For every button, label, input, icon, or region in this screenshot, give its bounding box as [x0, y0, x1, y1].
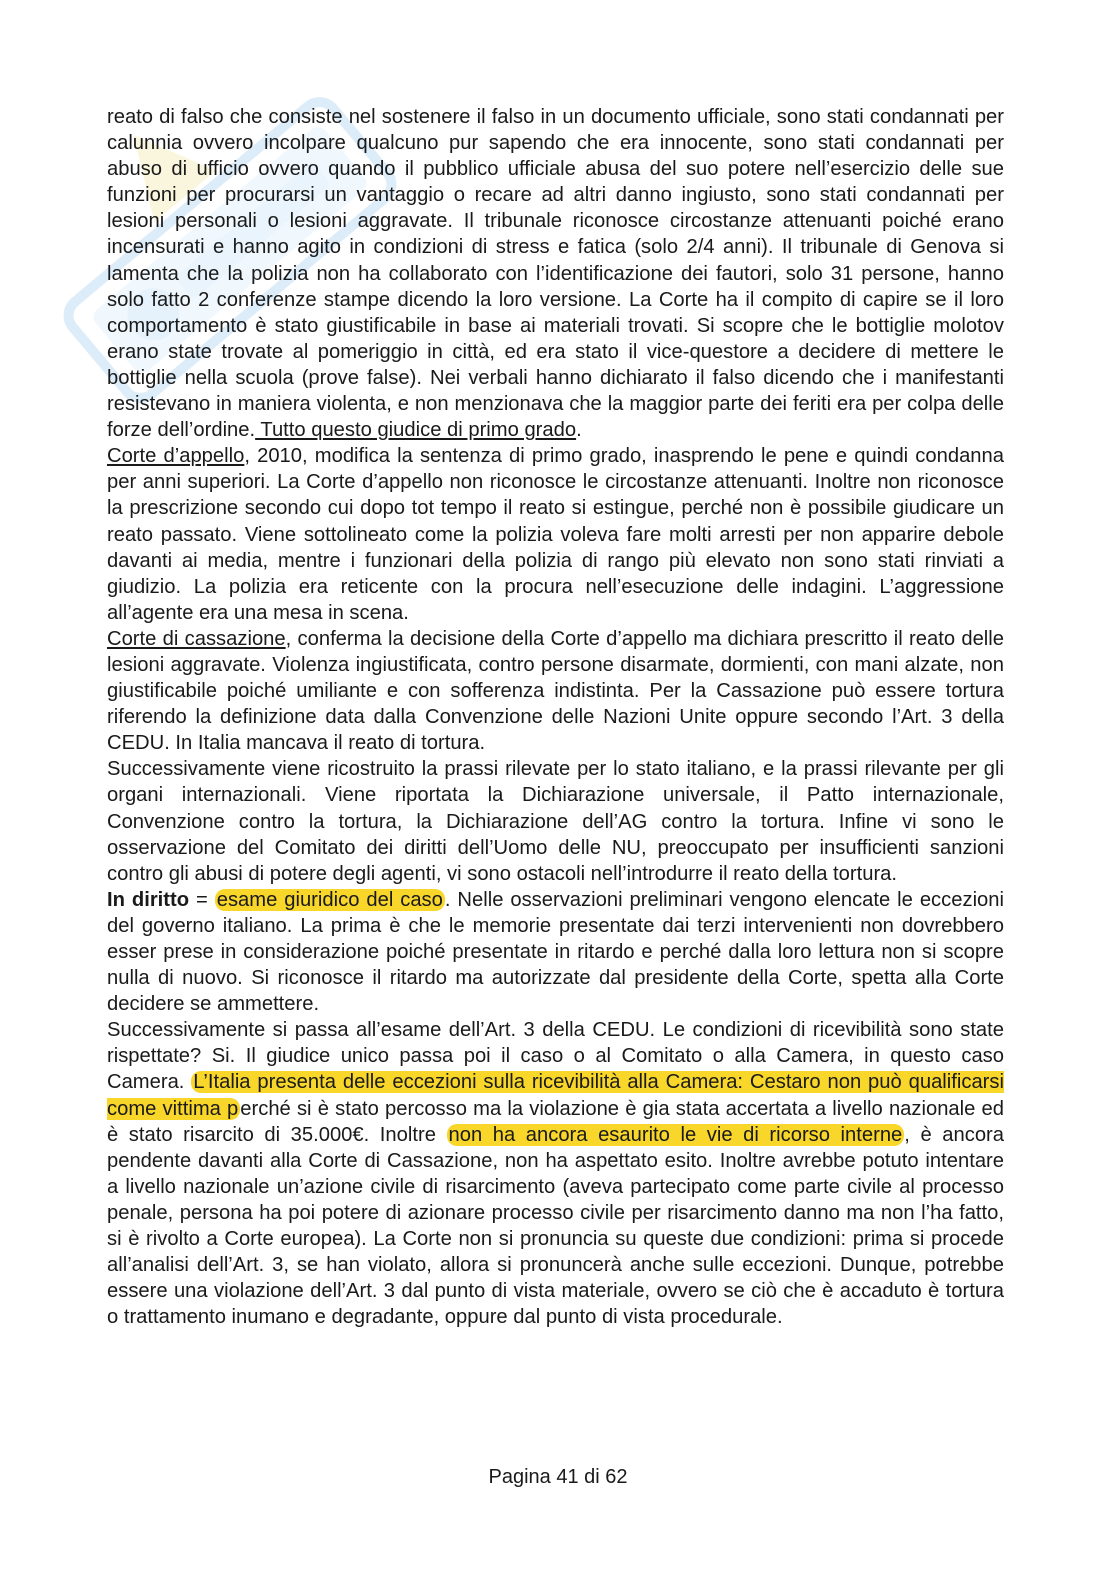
- section-title-corte-cassazione: Corte di cassazione: [107, 627, 286, 650]
- page-number: Pagina 41 di 62: [488, 1466, 628, 1488]
- section-title-corte-appello: Corte d’appello: [107, 445, 245, 468]
- highlight: non ha ancora esaurito le vie di ricorso interne: [448, 1123, 903, 1146]
- underlined-text: Tutto questo giudice di primo grado: [255, 419, 577, 442]
- paragraph: reato di falso che consiste nel sostenere il falso in un documento ufficiale, sono stati condannati per calunnia ovvero incolpare qualcuno pur sapendo che era innocente, sono stati condannati per abuso di ufficio ovvero quando il pubblico ufficiale abusa del suo potere nell’esercizio delle sue funzioni per procurarsi un vantaggio o recare ad altri danno ingiusto, sono stati condannati per lesioni personali o lesioni aggravate. Il tribunale riconosce circostanze attenuanti poiché erano incensurati e hanno agito in condizioni di stress e fatica (solo 2/4 anni). Il tribunale di Genova si lamenta che la polizia non ha collaborato con l’identificazione dei fautori, solo 31 persone, hanno solo fatto 2 conferenze stampe dicendo la loro versione. La Corte ha il compito di capire se il loro comportamento è stato giustificabile in base ai materiali trovati. Si scopre che le bottiglie molotov erano state trovate al pomeriggio in città, ed era stato il vice-questore a decidere di mettere le bottiglie nella scuola (prove false). Nei verbali hanno dichiarato il falso dicendo che i manifestanti resistevano in maniera violenta, e non menzionava che la maggior parte dei feriti era per colpa delle forze dell’ordine. Tutto questo giudice di primo grado.: [107, 106, 1004, 442]
- document-body: [107, 104, 1004, 1330]
- paragraph: In diritto = esame giuridico del caso. Nelle osservazioni preliminari vengono elencate le eccezioni del governo italiano. La prima è che le memorie presentate dai terzi intervenienti non dovrebbero esser prese in considerazione poiché presentate in ritardo e perché dalla loro lettura non si scopre nulla di nuovo. Si riconosce il ritardo ma autorizzate dal presidente della Corte, spetta alla Corte decidere se ammettere.: [107, 888, 1004, 1016]
- bold-heading-in-diritto: In diritto: [107, 888, 190, 911]
- paragraph: Successivamente si passa all’esame dell’Art. 3 della CEDU. Le condizioni di ricevibilità sono state rispettate? Si. Il giudice unico passa poi il caso o al Comitato o alla Camera, in questo caso Camera. L’Italia presenta delle eccezioni sulla ricevibilità alla Camera: Cestaro non può qualificarsi come vittima perché si è stato percosso ma la violazione è gia stata accertata a livello nazionale ed è stato risarcito di 35.000€. Inoltre non ha ancora esaurito le vie di ricorso interne, è ancora pendente davanti alla Corte di Cassazione, non ha aspettato esito. Inoltre avrebbe potuto intentare a livello nazionale un’azione civile di risarcimento (aveva partecipato come parte civile al processo penale, persona ha poi potere di azionare processo civile per risarcimento danno ma non l’ha fatto, si è rivolto a Corte europea). La Corte non si pronuncia su queste due condizioni: prima si procede all’analisi dell’Art. 3, se han violato, allora si pronuncerà anche sulle eccezioni. Dunque, potrebbe essere una violazione dell’Art. 3 dal punto di vista materiale, ovvero se ciò che è accaduto è tortura o trattamento inumano e degradante, oppure dal punto di vista procedurale.: [107, 1019, 1005, 1329]
- paragraph: Corte di cassazione, conferma la decisione della Corte d’appello ma dichiara prescritto il reato delle lesioni aggravate. Violenza ingiustificata, contro persone disarmate, dormienti, con mani alzate, non giustificabile poiché umiliante e con sofferenza indistinta. Per la Cassazione può essere tortura riferendo la definizione data dalla Convenzione delle Nazioni Unite oppure secondo l’Art. 3 della CEDU. In Italia mancava il reato di tortura.: [107, 627, 1004, 755]
- paragraph: Successivamente viene ricostruito la prassi rilevate per lo stato italiano, e la prassi rilevante per gli organi internazionali. Viene riportata la Dichiarazione universale, il Patto internazionale, Convenzione contro la tortura, la Dichiarazione dell’AG contro la tortura. Infine vi sono le osservazione del Comitato dei diritti dell’Uomo delle NU, preoccupato per insufficienti sanzioni contro gli abusi di potere degli agenti, vi sono ostacoli nell’introdurre il reato della tortura.: [107, 758, 1004, 885]
- paragraph: Corte d’appello, 2010, modifica la sentenza di primo grado, inasprendo le pene e quindi condanna per anni superiori. La Corte d’appello non riconosce le circostanze attenuanti. Inoltre non riconosce la prescrizione secondo cui dopo tot tempo il reato si estingue, perché non è possibile giudicare un reato passato. Viene sottolineato come la polizia voleva fare molti arresti per non apparire debole davanti ai media, mentre i funzionari della polizia di rango più elevato non sono stati rinviati a giudizio. La polizia era reticente con la procura nell’esecuzione delle indagini. L’aggressione all’agente era una mesa in scena.: [107, 445, 1004, 624]
- highlight: esame giuridico del caso: [216, 888, 443, 911]
- highlight: L’Italia presenta delle eccezioni sulla ricevibilità alla Camera: Cestaro non può qualificarsi come vittima p: [107, 1071, 1004, 1120]
